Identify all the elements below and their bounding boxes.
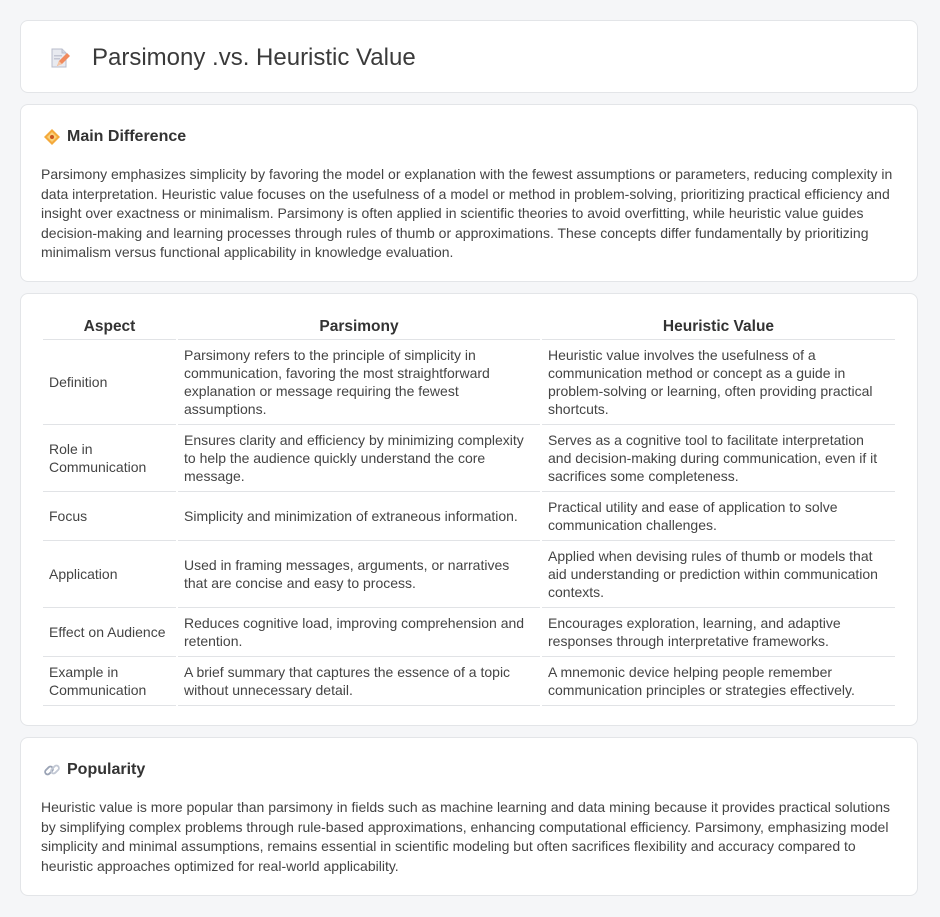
document-pencil-icon (49, 47, 71, 69)
link-icon (43, 761, 61, 779)
header-aspect: Aspect (43, 316, 176, 340)
comparison-card (20, 293, 918, 726)
cell-heuristic: Serves as a cognitive tool to facilitate interpretation and decision-making during communication, even if it sacrifices some completeness. (542, 425, 895, 492)
cell-aspect: Example in Communication (43, 657, 176, 706)
cell-aspect: Effect on Audience (43, 608, 176, 657)
cell-parsimony: Parsimony refers to the principle of simplicity in communication, favoring the most straightforward explanation or message requiring the fewest assumptions. (178, 340, 540, 425)
cell-parsimony: Reduces cognitive load, improving comprehension and retention. (178, 608, 540, 657)
section-title-main-difference: Main Difference (67, 128, 187, 145)
cell-heuristic: Encourages exploration, learning, and adaptive responses through interpretative frameworks. (542, 608, 895, 657)
cell-heuristic: Practical utility and ease of application to solve communication challenges. (542, 492, 895, 541)
popularity-text: Heuristic value is more popular than parsimony in fields such as machine learning and data mining because it provides practical solutions by simplifying complex problems through rule-based approximations, enhancing computational efficiency. Parsimony, emphasizing model simplicity and minimal assumptions, remains essential in scientific modeling but often sacrifices flexibility and accuracy compared to heuristic approaches optimized for real-world applicability. (41, 799, 891, 874)
diamond-icon (43, 128, 61, 146)
header-card (20, 20, 918, 93)
cell-parsimony: Used in framing messages, arguments, or narratives that are concise and easy to process. (178, 541, 540, 608)
comparison-table (41, 316, 897, 706)
cell-parsimony: Ensures clarity and efficiency by minimizing complexity to help the audience quickly understand the core message. (178, 425, 540, 492)
table-row (43, 340, 895, 425)
table-row (43, 425, 895, 492)
cell-parsimony: Simplicity and minimization of extraneous information. (178, 492, 540, 541)
cell-aspect: Role in Communication (43, 425, 176, 492)
table-row (43, 541, 895, 608)
section-title-popularity: Popularity (67, 761, 146, 778)
cell-parsimony: A brief summary that captures the essence of a topic without unnecessary detail. (178, 657, 540, 706)
header-heuristic-value: Heuristic Value (542, 316, 895, 340)
table-row (43, 657, 895, 706)
main-difference-card (20, 104, 918, 282)
header-parsimony: Parsimony (178, 316, 540, 340)
cell-heuristic: Applied when devising rules of thumb or models that aid understanding or prediction within communication contexts. (542, 541, 895, 608)
popularity-card (20, 737, 918, 896)
table-row (43, 492, 895, 541)
cell-aspect: Focus (43, 492, 176, 541)
cell-heuristic: A mnemonic device helping people remember communication principles or strategies effectively. (542, 657, 895, 706)
cell-aspect: Definition (43, 340, 176, 425)
page-title: Parsimony .vs. Heuristic Value (92, 44, 416, 71)
table-row (43, 608, 895, 657)
cell-heuristic: Heuristic value involves the usefulness of a communication method or concept as a guide in problem-solving or learning, often providing practical shortcuts. (542, 340, 895, 425)
cell-aspect: Application (43, 541, 176, 608)
main-difference-text: Parsimony emphasizes simplicity by favoring the model or explanation with the fewest assumptions or parameters, reducing complexity in data interpretation. Heuristic value focuses on the usefulness of a model or method in problem-solving, prioritizing practical efficiency and insight over exactness or minimalism. Parsimony is often applied in scientific theories to avoid overfitting, while heuristic value guides decision-making and learning processes through rules of thumb or approximations. These concepts differ fundamentally by prioritizing minimalism versus functional applicability in knowledge evaluation. (41, 166, 893, 260)
table-header-row (43, 316, 895, 340)
